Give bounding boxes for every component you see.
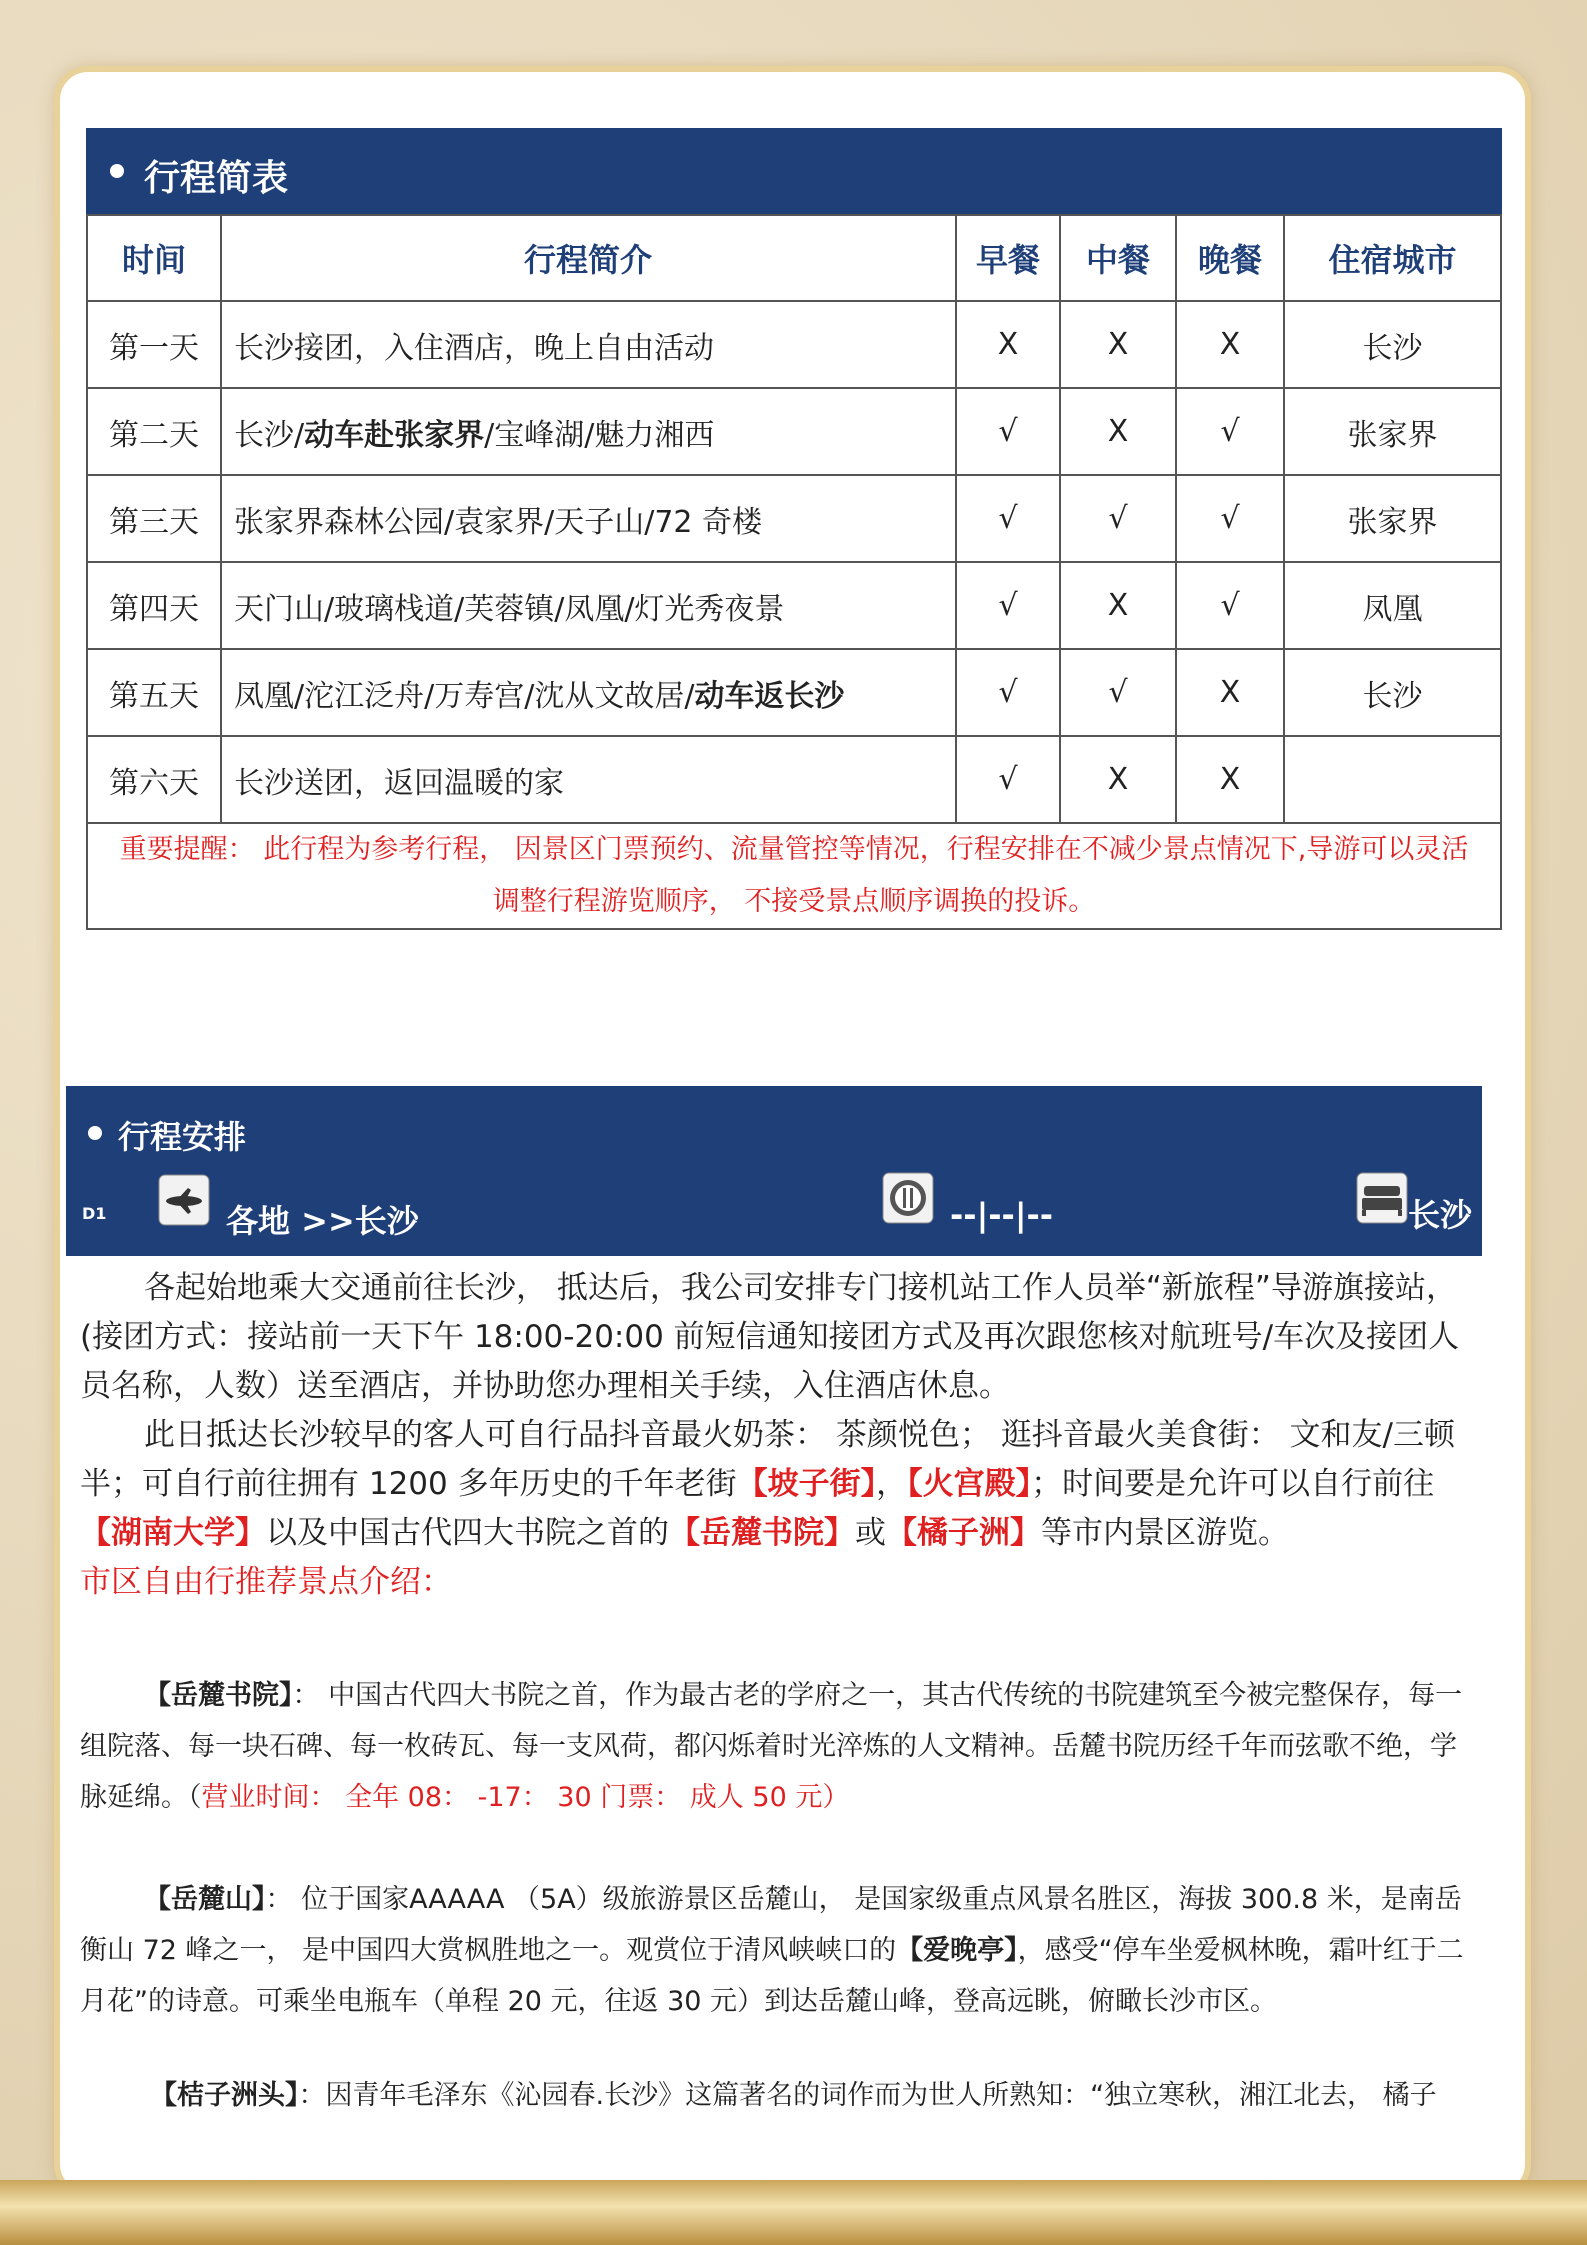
header-breakfast: 早餐 bbox=[956, 215, 1060, 301]
decorative-gold-band bbox=[0, 2180, 1587, 2245]
row-day: 第六天 bbox=[87, 736, 221, 823]
header-city: 住宿城市 bbox=[1284, 215, 1501, 301]
row-breakfast: √ bbox=[956, 649, 1060, 736]
route-text: 各地 >>长沙 bbox=[226, 1202, 419, 1240]
day-label: D1 bbox=[82, 1204, 107, 1223]
row-city bbox=[1284, 736, 1501, 823]
row-dinner: √ bbox=[1176, 475, 1284, 562]
header-dinner: 晚餐 bbox=[1176, 215, 1284, 301]
schedule-header-bar bbox=[86, 128, 1502, 214]
row-desc: 长沙接团，入住酒店，晚上自由活动 bbox=[221, 301, 956, 388]
row-desc: 长沙送团，返回温暖的家 bbox=[221, 736, 956, 823]
row-city: 凤凰 bbox=[1284, 562, 1501, 649]
row-breakfast: √ bbox=[956, 388, 1060, 475]
row-desc: 凤凰/沱江泛舟/万寿宫/沈从文故居/动车返长沙 bbox=[221, 649, 956, 736]
meals-text: --|--|-- bbox=[950, 1196, 1054, 1234]
row-lunch: X bbox=[1060, 388, 1176, 475]
row-breakfast: √ bbox=[956, 736, 1060, 823]
recommend-title: 市区自由行推荐景点介绍： bbox=[80, 1564, 452, 1600]
row-breakfast: √ bbox=[956, 475, 1060, 562]
row-lunch: X bbox=[1060, 562, 1176, 649]
row-desc: 天门山/玻璃栈道/芙蓉镇/凤凰/灯光秀夜景 bbox=[221, 562, 956, 649]
row-city: 张家界 bbox=[1284, 475, 1501, 562]
row-day: 第二天 bbox=[87, 388, 221, 475]
header-desc: 行程简介 bbox=[221, 215, 956, 301]
row-desc: 长沙/动车赴张家界/宝峰湖/魅力湘西 bbox=[221, 388, 956, 475]
row-lunch: X bbox=[1060, 301, 1176, 388]
row-city: 长沙 bbox=[1284, 301, 1501, 388]
day1-description bbox=[80, 1264, 1480, 1607]
row-lunch: √ bbox=[1060, 475, 1176, 562]
table-row bbox=[87, 475, 1501, 562]
bullet-dot-icon bbox=[88, 1126, 102, 1140]
row-lunch: √ bbox=[1060, 649, 1176, 736]
header-lunch: 中餐 bbox=[1060, 215, 1176, 301]
table-row bbox=[87, 736, 1501, 823]
row-desc: 张家界森林公园/袁家界/天子山/72 奇楼 bbox=[221, 475, 956, 562]
header-time: 时间 bbox=[87, 215, 221, 301]
row-dinner: X bbox=[1176, 649, 1284, 736]
table-row bbox=[87, 562, 1501, 649]
row-dinner: X bbox=[1176, 736, 1284, 823]
table-header-row bbox=[87, 215, 1501, 301]
table-row bbox=[87, 649, 1501, 736]
table-row bbox=[87, 301, 1501, 388]
schedule-title: 行程简表 bbox=[144, 158, 289, 199]
row-day: 第三天 bbox=[87, 475, 221, 562]
paragraph: 此日抵达长沙较早的客人可自行品抖音最火奶茶： 茶颜悦色； 逛抖音最火美食街： 文和友/三顿半；可自行前往拥有 1200 多年历史的千年老街【坡子街】，【火宫殿】；时间要是允许可以自行前往【湖南大学】以及中国古代四大书院之首的【岳麓书院】或【橘子洲】等市内景区游览。 bbox=[80, 1417, 1456, 1551]
row-city: 张家界 bbox=[1284, 388, 1501, 475]
row-day: 第四天 bbox=[87, 562, 221, 649]
plane-icon bbox=[158, 1174, 210, 1226]
row-city: 长沙 bbox=[1284, 649, 1501, 736]
spot-yuelu-mountain: 【岳麓山】： 位于国家AAAAA （5A）级旅游景区岳麓山， 是国家级重点风景名胜区，海拔 300.8 米，是南岳衡山 72 峰之一， 是中国四大赏枫胜地之一。观赏位于清风峡峡口的【爱晚亭】，感受“停车坐爱枫林晚，霜叶红于二月花”的诗意。可乘坐电瓶车（单程 20 元，往返 30 元）到达岳麓山峰，登高远眺，俯瞰长沙市区。 bbox=[80, 1884, 1464, 2017]
important-notice: 重要提醒： 此行程为参考行程， 因景区门票预约、流量管控等情况，行程安排在不减少景点情况下,导游可以灵活 调整行程游览顺序， 不接受景点顺序调换的投诉。 bbox=[87, 823, 1501, 929]
row-dinner: X bbox=[1176, 301, 1284, 388]
row-day: 第五天 bbox=[87, 649, 221, 736]
spot-orange-island: 【桔子洲头】：因青年毛泽东《沁园春.长沙》这篇著名的词作而为世人所熟知：“独立寒秋，湘江北去， 橘子 bbox=[150, 2080, 1437, 2111]
bed-icon bbox=[1356, 1172, 1408, 1224]
itinerary-title: 行程安排 bbox=[118, 1118, 247, 1156]
row-lunch: X bbox=[1060, 736, 1176, 823]
spot-yuelu-academy: 【岳麓书院】： 中国古代四大书院之首，作为最古老的学府之一，其古代传统的书院建筑至今被完整保存，每一组院落、每一块石碑、每一枚砖瓦、每一支风荷，都闪烁着时光淬炼的人文精神。岳麓书院历经千年而弦歌不绝，学脉延绵。（营业时间： 全年 08： -17： 30 门票： 成人 50 元） bbox=[80, 1680, 1463, 1813]
row-breakfast: X bbox=[956, 301, 1060, 388]
meal-icon bbox=[882, 1172, 934, 1224]
paragraph: 各起始地乘大交通前往长沙， 抵达后，我公司安排专门接机站工作人员举“新旅程”导游旗接站，(接团方式：接站前一天下午 18:00-20:00 前短信通知接团方式及再次跟您核对航班号/车次及接团人员名称，人数）送至酒店，并协助您办理相关手续，入住酒店休息。 bbox=[80, 1270, 1460, 1404]
table-row bbox=[87, 388, 1501, 475]
hotel-city: 长沙 bbox=[1408, 1196, 1473, 1234]
itinerary-header-bar bbox=[66, 1086, 1482, 1256]
row-day: 第一天 bbox=[87, 301, 221, 388]
bullet-dot-icon bbox=[110, 164, 124, 178]
notice-row bbox=[87, 823, 1501, 929]
row-dinner: √ bbox=[1176, 388, 1284, 475]
schedule-table bbox=[86, 214, 1502, 930]
row-dinner: √ bbox=[1176, 562, 1284, 649]
row-breakfast: √ bbox=[956, 562, 1060, 649]
